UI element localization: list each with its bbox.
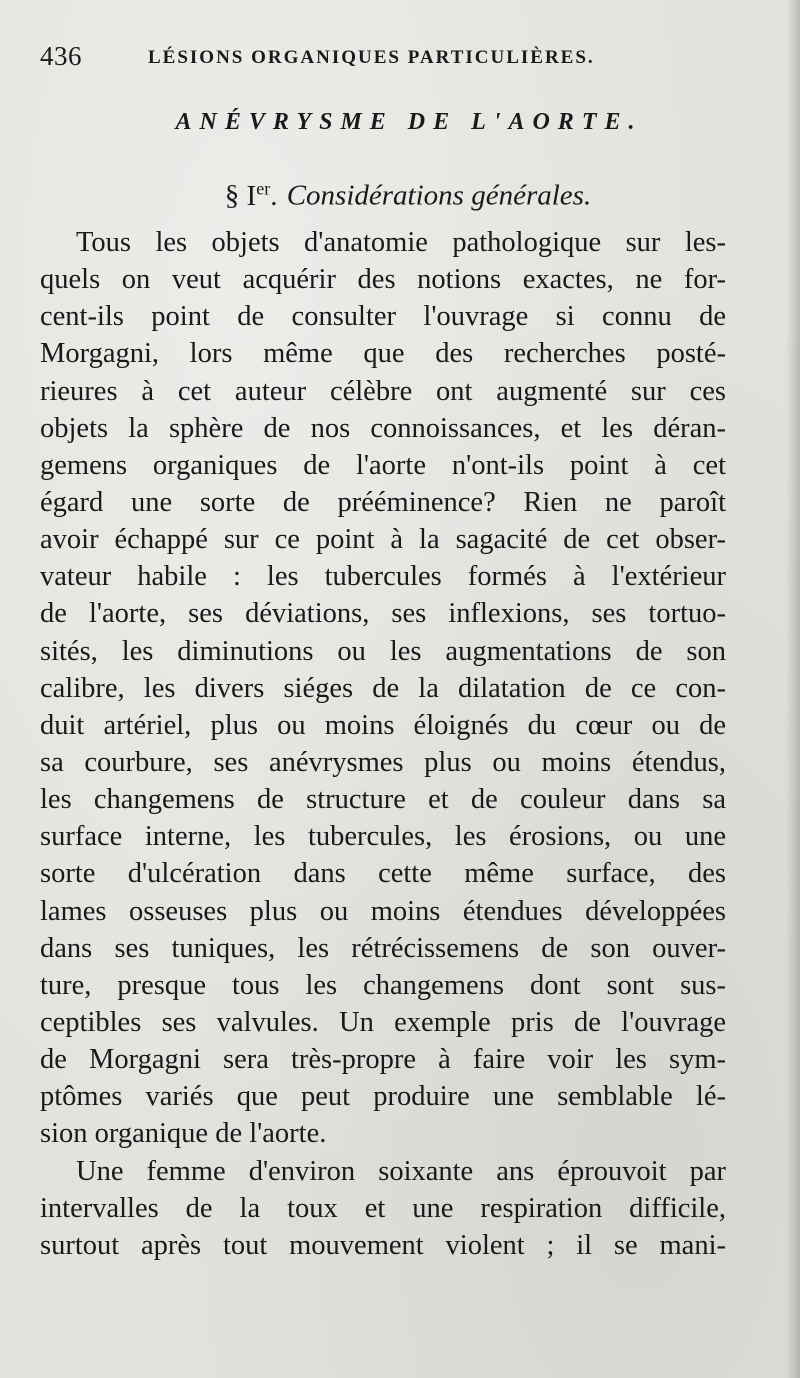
section-title: Considérations générales. [286,179,592,212]
section-number-sup: er [256,178,271,198]
paragraph-2 [40,1153,726,1264]
page-number: 436 [40,41,82,71]
text-line: intervalles de la toux et une respiration difficile, [40,1192,726,1224]
text-line: sités, les diminutions ou les augmentations de son [40,635,726,667]
text-line: gemens organiques de l'aorte n'ont-ils point à cet [40,449,726,481]
section-heading [0,166,800,218]
text-line: sion organique de l'aorte. [40,1118,327,1150]
text-line: Tous les objets d'anatomie pathologique sur les- [76,227,726,258]
text-line: sorte d'ulcération dans cette même surface, des [40,858,726,890]
running-title: LÉSIONS ORGANIQUES PARTICULIÈRES. [148,47,595,68]
text-line: duit artériel, plus ou moins éloignés du cœur ou de [40,709,726,741]
text-line: égard une sorte de prééminence? Rien ne paroît [40,486,726,518]
section-symbol: § [224,179,240,212]
running-head [40,36,740,76]
text-line: les changemens de structure et de couleur dans sa [40,784,726,816]
text-line: objets la sphère de nos connoissances, et les déran- [40,412,726,444]
body-text [40,224,726,1264]
section-number-punct: . [270,179,278,212]
text-line: Une femme d'environ soixante ans éprouvoit par [76,1155,726,1187]
text-line: quels on veut acquérir des notions exactes, ne for- [40,264,726,296]
text-line: dans ses tuniques, les rétrécissemens de son ouver- [40,932,726,964]
text-line: Morgagni, lors même que des recherches posté- [40,338,726,370]
section-number [247,180,278,212]
text-line: ture, presque tous les changemens dont sont sus- [40,969,726,1001]
text-line: surtout après tout mouvement violent ; il se mani- [40,1229,726,1261]
section-number-main: I [246,179,257,212]
text-line: ceptibles ses valvules. Un exemple pris de l'ouvrage [40,1006,726,1038]
text-line: avoir échappé sur ce point à la sagacité de cet obser- [40,524,726,556]
text-line: de l'aorte, ses déviations, ses inflexions, ses tortuo- [40,598,726,630]
text-line: surface interne, les tubercules, les érosions, ou une [40,821,726,853]
paragraph-1 [40,224,726,1153]
text-line: cent-ils point de consulter l'ouvrage si connu de [40,301,726,333]
text-line: vateur habile : les tubercules formés à l'extérieur [40,561,726,593]
text-line: calibre, les divers siéges de la dilatation de ce con- [40,672,726,704]
chapter-title: ANÉVRYSME DE L'AORTE. [175,109,643,135]
text-line: sa courbure, ses anévrysmes plus ou moins étendus, [40,746,726,778]
text-line: lames osseuses plus ou moins étendues développées [40,895,726,927]
text-line: de Morgagni sera très-propre à faire voir les sym- [40,1044,726,1076]
text-line: rieures à cet auteur célèbre ont augmenté sur ces [40,375,726,407]
text-line: ptômes variés que peut produire une semblable lé- [40,1081,726,1113]
